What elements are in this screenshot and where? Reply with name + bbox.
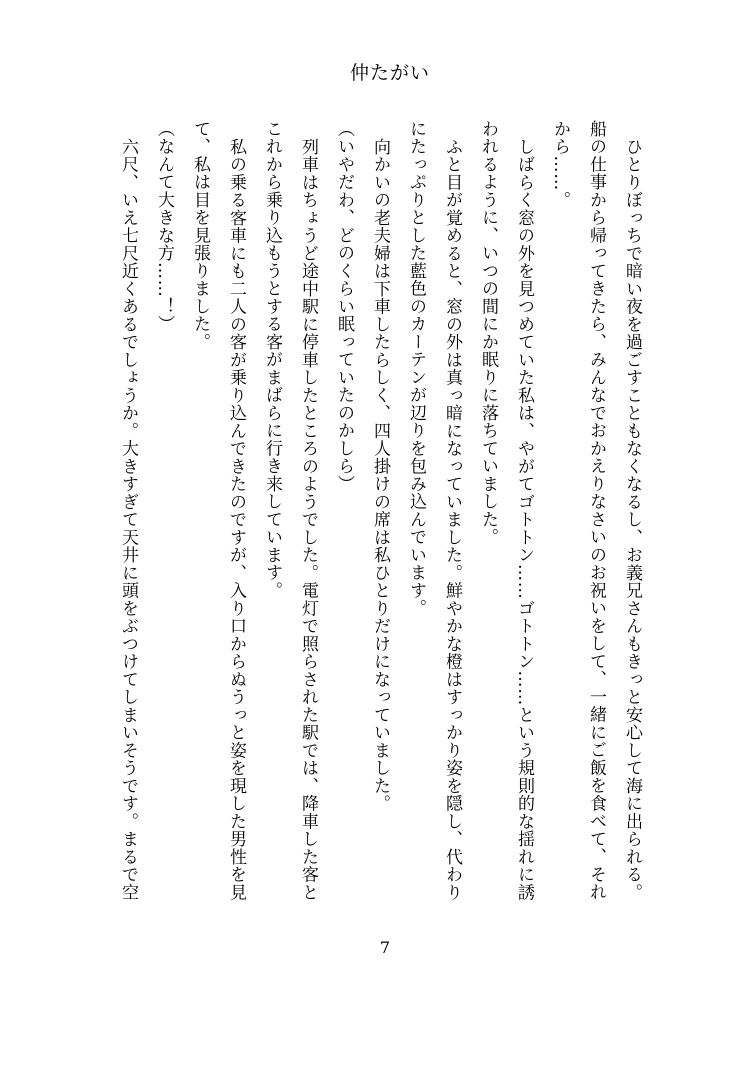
paragraph: 列車はちょうど途中駅に停車したところのようでした。電灯で照らされた駅では、降車した客とこれから乗り込もうとする客がまばらに行き来しています。: [262, 120, 318, 901]
body-text: [110, 120, 650, 902]
paragraph: ひとりぼっちで暗い夜を過ごすこともなくなるし、お義兄さんもきっと安心して海に出られる。船の仕事から帰ってきたら、みんなでおかえりなさいのお祝いをして、一緒にご飯を食べて、それから……。: [550, 120, 642, 901]
paragraph: 六尺、いえ七尺近くあるでしょうか。大きすぎて天井に頭をぶつけてしまいそうです。まるで空: [118, 137, 138, 901]
paragraph: （いやだわ、どのくらい眠っていたのかしら）: [334, 120, 354, 493]
paragraph: 向かいの老夫婦は下車したらしく、四人掛けの席は私ひとりだけになっていました。: [370, 137, 390, 813]
page-title: 仲たがい: [349, 62, 430, 84]
paragraph: しばらく窓の外を見つめていた私は、やがてゴトトン……ゴトトン……という規則的な揺れに誘われるように、いつの間にか眠りに落ちていました。: [478, 120, 534, 901]
paragraph: （なんて大きな方……！）: [154, 120, 174, 333]
page-number: 7: [379, 938, 391, 957]
paragraph: 私の乗る客車にも二人の客が乗り込んできたのですが、入り口からぬうっと姿を現した男性を見て、私は目を見張りました。: [190, 120, 246, 901]
paragraph: ふと目が覚めると、窓の外は真っ暗になっていました。鮮やかな橙はすっかり姿を隠し、代わりにたっぷりとした藍色のカーテンが辺りを包み込んでいます。: [406, 120, 462, 901]
